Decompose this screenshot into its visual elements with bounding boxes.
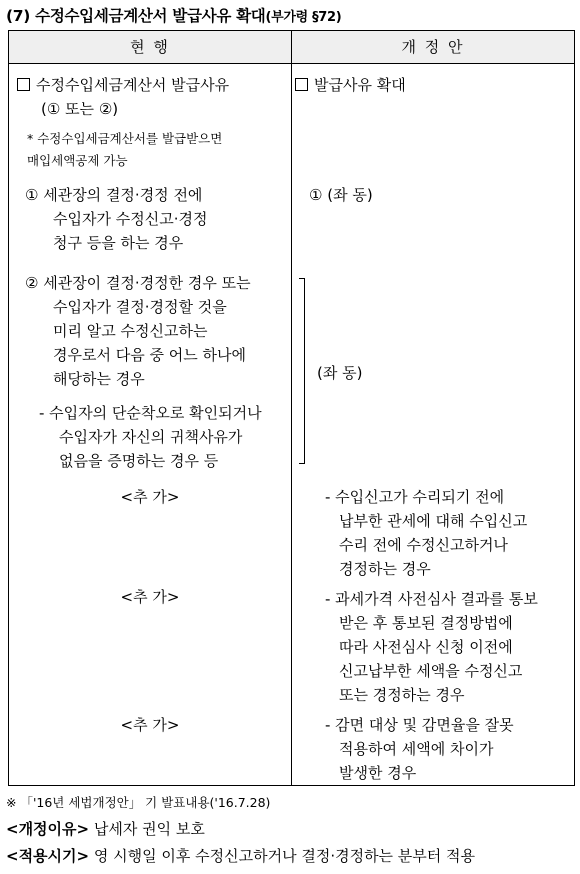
revised-add3-line1: - 감면 대상 및 감면율을 잘못 xyxy=(325,716,514,734)
current-case2-line3: 미리 알고 수정신고하는 xyxy=(53,322,208,340)
current-case1-line3: 청구 등을 하는 경우 xyxy=(53,234,184,252)
revised-add2-line5: 또는 경정하는 경우 xyxy=(339,686,465,704)
current-add-1: <추 가> xyxy=(120,488,180,506)
timing-text: 영 시행일 이후 수정신고하거나 결정·경정하는 분부터 적용 xyxy=(93,847,476,865)
current-case1-line1: ① 세관장의 결정·경정 전에 xyxy=(25,186,203,204)
current-add-2: <추 가> xyxy=(120,588,180,606)
checkbox-icon xyxy=(295,78,308,91)
current-add-3: <추 가> xyxy=(120,716,180,734)
current-case1-line2: 수입자가 수정신고·경정 xyxy=(53,210,208,228)
current-sub-line1: - 수입자의 단순착오로 확인되거나 xyxy=(39,404,262,422)
revised-add1-line1: - 수입신고가 수리되기 전에 xyxy=(325,488,505,506)
current-case2-line2: 수입자가 결정·경정할 것을 xyxy=(53,298,227,316)
column-divider xyxy=(291,31,292,785)
section-title xyxy=(6,4,576,26)
reason-text: 납세자 권익 보호 xyxy=(93,820,205,838)
current-case2-line1: ② 세관장이 결정·경정한 경우 또는 xyxy=(25,274,251,292)
revised-add3-line2: 적용하여 세액에 차이가 xyxy=(339,740,494,758)
revised-case1: ① (좌 동) xyxy=(309,186,373,204)
current-case2-line5: 해당하는 경우 xyxy=(53,370,145,388)
header-revised: 개 정 안 xyxy=(401,38,465,56)
revised-add1-line3: 수리 전에 수정신고하거나 xyxy=(339,536,508,554)
revised-item-1-text: 발급사유 확대 xyxy=(314,76,406,94)
revised-add3-line3: 발생한 경우 xyxy=(339,764,417,782)
current-item-1 xyxy=(17,73,229,97)
timing-label: <적용시기> xyxy=(6,847,90,865)
footnote: ※ 「'16년 세법개정안」 기 발표내용('16.7.28) xyxy=(6,795,271,810)
section-title-reference: (부가령 §72) xyxy=(265,10,342,25)
header-current: 현 행 xyxy=(130,38,170,56)
current-sub-line2: 수입자가 자신의 귀책사유가 xyxy=(59,428,243,446)
reason-line xyxy=(6,818,205,839)
revised-add1-line2: 납부한 관세에 대해 수입신고 xyxy=(339,512,528,530)
reason-label: <개정이유> xyxy=(6,820,90,838)
revised-add2-line1: - 과세가격 사전심사 결과를 통보 xyxy=(325,590,538,608)
comparison-table xyxy=(8,30,575,786)
current-note-line1: * 수정수입세금계산서를 발급받으면 xyxy=(27,131,223,146)
checkbox-icon xyxy=(17,78,30,91)
revised-add2-line2: 받은 후 통보된 결정방법에 xyxy=(339,614,513,632)
current-item-1-cond: (① 또는 ②) xyxy=(41,100,119,118)
revised-case2: (좌 동) xyxy=(317,364,363,382)
current-sub-line3: 없음을 증명하는 경우 등 xyxy=(59,452,219,470)
current-case2-line4: 경우로서 다음 중 어느 하나에 xyxy=(53,346,246,364)
timing-line xyxy=(6,845,475,866)
current-note-line2: 매입세액공제 가능 xyxy=(27,153,128,168)
revised-add2-line4: 신고납부한 세액을 수정신고 xyxy=(339,662,523,680)
revised-add1-line4: 경정하는 경우 xyxy=(339,560,431,578)
section-title-text: (7) 수정수입세금계산서 발급사유 확대 xyxy=(6,7,266,25)
revised-add2-line3: 따라 사전심사 신청 이전에 xyxy=(339,638,513,656)
revised-item-1 xyxy=(295,73,406,97)
bracket-line xyxy=(299,278,305,464)
current-item-1-text: 수정수입세금계산서 발급사유 xyxy=(36,76,230,94)
